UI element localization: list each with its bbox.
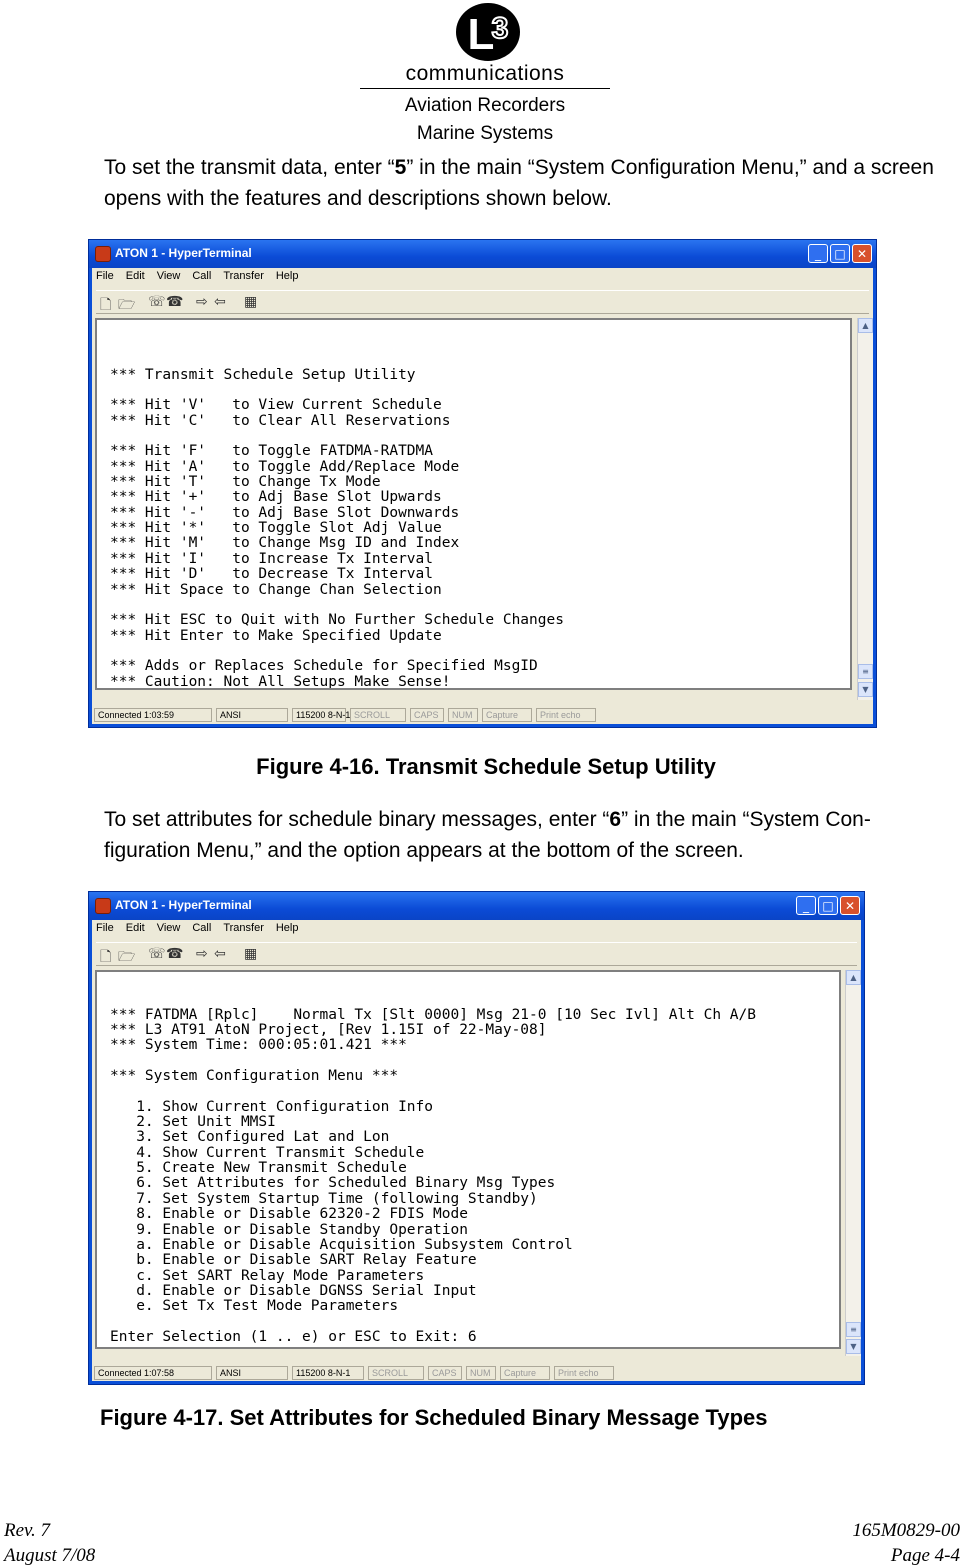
terminal-line: c. Set SART Relay Mode Parameters <box>110 1267 425 1284</box>
figure-4-16-caption: Figure 4-16. Transmit Schedule Setup Utility <box>256 754 716 779</box>
para2-key: 6 <box>609 808 622 831</box>
terminal-line <box>110 644 850 659</box>
para2-text-post: ” in the main “System Con-figuration Menu,” and the option appears at the bottom of the screen. <box>104 808 871 862</box>
scroll-thumb[interactable]: ≡ <box>846 1322 861 1337</box>
terminal-line: *** Transmit Schedule Setup Utility <box>110 366 416 383</box>
status-caps: CAPS <box>428 1366 462 1380</box>
status-num: NUM <box>466 1366 496 1380</box>
status-num: NUM <box>448 708 478 722</box>
terminal-line: d. Enable or Disable DGNSS Serial Input <box>110 1282 477 1299</box>
window-client <box>92 268 873 724</box>
menu-help[interactable]: Help <box>275 922 299 934</box>
menu-file[interactable]: File <box>96 922 114 934</box>
menu-bar <box>96 922 310 940</box>
division-aviation: Aviation Recorders <box>404 95 566 116</box>
terminal-line: *** Hit '*' to Toggle Slot Adj Value <box>110 520 442 537</box>
terminal-line: 3. Set Configured Lat and Lon <box>110 1129 390 1146</box>
terminal-line: 2. Set Unit MMSI <box>110 1114 276 1131</box>
status-scroll: SCROLL <box>350 708 406 722</box>
status-capture: Capture <box>500 1366 550 1380</box>
status-bar <box>92 706 873 724</box>
status-caps: CAPS <box>410 708 444 722</box>
terminal-line: *** Caution: Not All Setups Make Sense! <box>110 673 451 690</box>
menu-view[interactable]: View <box>156 922 181 934</box>
terminal-line: 4. Show Current Transmit Schedule <box>110 1144 425 1161</box>
terminal-line: 7. Set System Startup Time (following Standby) <box>110 1190 538 1207</box>
terminal-line: Enter Selection (1 .. e) or ESC to Exit: 6 <box>110 1328 477 1345</box>
title-bar <box>89 240 876 268</box>
terminal-line: *** Hit Enter to Make Specified Update <box>110 627 442 644</box>
properties-icon[interactable]: ▦ <box>244 294 258 310</box>
minimize-button[interactable]: _ <box>808 244 828 263</box>
para1-key: 5 <box>394 156 407 179</box>
terminal-line: *** Adds or Replaces Schedule for Specified MsgID <box>110 658 538 675</box>
open-icon[interactable]: 🗁 <box>118 949 136 965</box>
figure-4-17-caption: Figure 4-17. Set Attributes for Scheduled Binary Message Types <box>100 1405 768 1430</box>
division-marine: Marine Systems <box>416 123 554 144</box>
window-title: ATON 1 - HyperTerminal <box>115 898 252 912</box>
status-connected: Connected 1:03:59 <box>94 708 212 722</box>
window-title: ATON 1 - HyperTerminal <box>115 246 252 260</box>
status-settings: 115200 8-N-1 <box>292 1366 364 1380</box>
terminal-line: *** System Time: 000:05:01.421 *** <box>110 1037 407 1054</box>
terminal-line: *** Hit 'A' to Toggle Add/Replace Mode <box>110 458 460 475</box>
new-icon[interactable]: 🗋 <box>100 297 112 313</box>
close-button[interactable]: ✕ <box>852 244 872 263</box>
terminal-line: *** Hit 'I' to Increase Tx Interval <box>110 550 434 567</box>
terminal-line: *** L3 AT91 AtoN Project, [Rev 1.15I of 22-May-08] <box>110 1022 547 1039</box>
terminal-line: *** Hit 'T' to Change Tx Mode <box>110 474 381 491</box>
document-number: 165M0829-00 <box>852 1520 960 1541</box>
hyperterminal-icon <box>95 246 111 262</box>
scroll-down-icon[interactable]: ▼ <box>846 1339 861 1354</box>
toolbar <box>96 942 857 966</box>
terminal-line <box>110 1054 839 1069</box>
status-bar <box>92 1364 861 1382</box>
vertical-scrollbar[interactable] <box>857 318 873 700</box>
terminal-line: 6. Set Attributes for Scheduled Binary Msg Types <box>110 1175 556 1192</box>
terminal-line <box>110 383 850 398</box>
scroll-up-icon[interactable]: ▲ <box>858 318 873 333</box>
terminal-line: *** Hit '+' to Adj Base Slot Upwards <box>110 489 442 506</box>
disconnect-icon[interactable]: ☎ <box>166 294 184 310</box>
terminal-line: 5. Create New Transmit Schedule <box>110 1160 407 1177</box>
properties-icon[interactable]: ▦ <box>244 946 258 962</box>
hyperterminal-window-1 <box>88 239 877 728</box>
svg-text:L: L <box>467 10 495 59</box>
scroll-thumb[interactable]: ≡ <box>858 664 873 679</box>
vertical-scrollbar[interactable] <box>845 970 861 1356</box>
toolbar <box>96 290 869 314</box>
hyperterminal-icon <box>95 898 111 914</box>
para2-text-pre: To set attributes for schedule binary messages, enter “ <box>104 808 610 831</box>
status-emulation: ANSI <box>216 1366 288 1380</box>
status-capture: Capture <box>482 708 532 722</box>
date-label: August 7/08 <box>4 1545 96 1566</box>
disconnect-icon[interactable]: ☎ <box>166 946 184 962</box>
terminal-line: *** Hit 'D' to Decrease Tx Interval <box>110 566 434 583</box>
terminal-line: *** Hit 'V' to View Current Schedule <box>110 397 442 414</box>
terminal-screen[interactable] <box>95 318 852 690</box>
receive-icon[interactable]: ⇦ <box>214 294 226 310</box>
status-print-echo: Print echo <box>536 708 596 722</box>
svg-text:3: 3 <box>491 12 509 45</box>
menu-call[interactable]: Call <box>192 270 212 282</box>
status-print-echo: Print echo <box>554 1366 614 1380</box>
terminal-line: e. Set Tx Test Mode Parameters <box>110 1298 399 1315</box>
terminal-line: a. Enable or Disable Acquisition Subsystem Control <box>110 1236 573 1253</box>
terminal-line: 8. Enable or Disable 62320-2 FDIS Mode <box>110 1206 468 1223</box>
company-name: communications <box>405 62 565 85</box>
open-icon[interactable]: 🗁 <box>118 297 136 313</box>
terminal-line <box>110 598 850 613</box>
menu-transfer[interactable]: Transfer <box>223 270 264 282</box>
menu-edit[interactable]: Edit <box>125 922 145 934</box>
close-button[interactable]: ✕ <box>840 896 860 915</box>
hyperterminal-window-2 <box>88 891 865 1385</box>
terminal-line: *** Hit ESC to Quit with No Further Schedule Changes <box>110 612 564 629</box>
terminal-line: *** Hit 'F' to Toggle FATDMA-RATDMA <box>110 443 434 460</box>
minimize-button[interactable]: _ <box>796 896 816 915</box>
status-scroll: SCROLL <box>368 1366 424 1380</box>
maximize-button[interactable]: □ <box>830 244 850 263</box>
menu-call[interactable]: Call <box>192 922 212 934</box>
status-settings: 115200 8-N-1 <box>292 708 346 722</box>
menu-edit[interactable]: Edit <box>125 270 145 282</box>
terminal-line: *** FATDMA [Rplc] Normal Tx [Slt 0000] Msg 21-0 [10 Sec Ivl] Alt Ch A/B <box>110 1006 757 1023</box>
terminal-line <box>110 1084 839 1099</box>
status-emulation: ANSI <box>216 708 288 722</box>
page-number: Page 4-4 <box>890 1545 960 1566</box>
logo-rule <box>360 88 610 89</box>
terminal-line <box>110 1345 839 1349</box>
terminal-line: *** Hit '-' to Adj Base Slot Downwards <box>110 504 460 521</box>
connect-icon[interactable]: ☏ <box>148 946 166 962</box>
maximize-button[interactable]: □ <box>818 896 838 915</box>
terminal-screen[interactable] <box>95 970 841 1349</box>
terminal-line: 1. Show Current Configuration Info <box>110 1098 434 1115</box>
terminal-line: *** Hit 'C' to Clear All Reservations <box>110 412 451 429</box>
revision-label: Rev. 7 <box>4 1520 51 1541</box>
terminal-line: *** System Configuration Menu *** <box>110 1068 399 1085</box>
para1-text-post: ” in the main “System Configuration Menu,” and a screen opens with the features and descriptions shown below. <box>104 156 934 210</box>
scroll-up-icon[interactable]: ▲ <box>846 970 861 985</box>
intro-paragraph-1 <box>104 152 954 214</box>
para1-text-pre: To set the transmit data, enter “ <box>104 156 395 179</box>
receive-icon[interactable]: ⇦ <box>214 946 226 962</box>
connect-icon[interactable]: ☏ <box>148 294 166 310</box>
send-icon[interactable]: ⇨ <box>196 946 208 962</box>
menu-view[interactable]: View <box>156 270 181 282</box>
new-icon[interactable]: 🗋 <box>100 949 112 965</box>
status-connected: Connected 1:07:58 <box>94 1366 212 1380</box>
scroll-down-icon[interactable]: ▼ <box>858 682 873 697</box>
l3-logo <box>455 2 521 62</box>
terminal-line: b. Enable or Disable SART Relay Feature <box>110 1252 477 1269</box>
menu-transfer[interactable]: Transfer <box>223 922 264 934</box>
window-client <box>92 920 861 1381</box>
terminal-line: *** Hit Space to Change Chan Selection <box>110 581 442 598</box>
intro-paragraph-2 <box>104 804 954 866</box>
send-icon[interactable]: ⇨ <box>196 294 208 310</box>
terminal-line <box>110 429 850 444</box>
terminal-line: 9. Enable or Disable Standby Operation <box>110 1221 468 1238</box>
title-bar <box>89 892 864 920</box>
menu-file[interactable]: File <box>96 270 114 282</box>
terminal-line <box>110 1315 839 1330</box>
menu-help[interactable]: Help <box>275 270 299 282</box>
terminal-line: *** Hit 'M' to Change Msg ID and Index <box>110 535 460 552</box>
menu-bar <box>96 270 310 288</box>
